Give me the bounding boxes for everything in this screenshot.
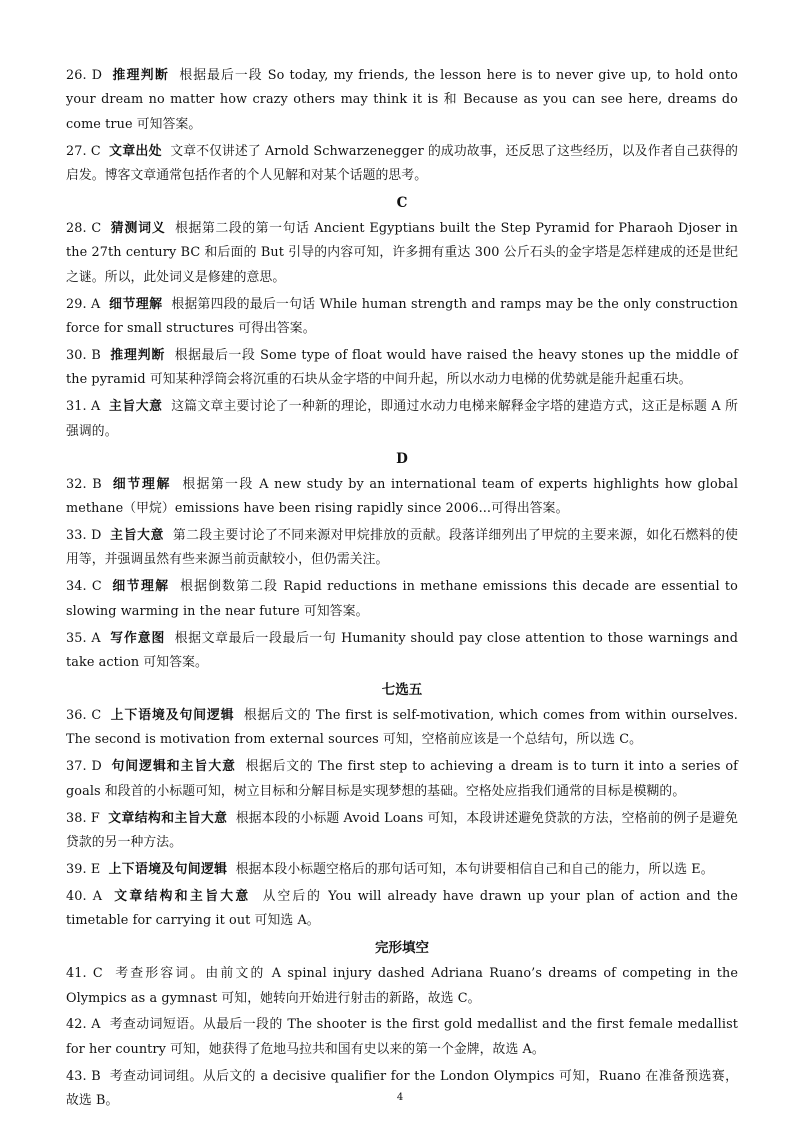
section-cloze (66, 936, 738, 1113)
section-d (66, 447, 738, 676)
answer-item-41 (66, 962, 738, 1011)
answer-number: 30. B (66, 348, 101, 364)
explanation-text: 第二段主要讨论了不同来源对甲烷排放的贡献。段落详细列出了甲烷的主要来源，如化石燃料的使用等，并强调虽然有些来源当前贡献较小，但仍需关注。 (66, 528, 738, 568)
section-b-tail (66, 64, 738, 189)
explanation-text: 文章不仅讲述了 Arnold Schwarzenegger 的成功故事，还反思了这些经历，以及作者自己获得的启发。博客文章通常包括作者的个人见解和对某个话题的思考。 (66, 143, 738, 184)
question-type: 猜测词义 (110, 221, 166, 237)
explanation-text: 考查动词词组。从后文的 a decisive qualifier for the London Olympics 可知，Ruano 在准备预选赛，故选 B。 (66, 1068, 739, 1109)
answer-item-35 (66, 627, 738, 676)
explanation-text: 根据后文的 The first step to achieving a dream is to turn it into a series of goals 和段首的小标题可知，树立目标和分解目标是实现梦想的基础。空格处应指我们通常的目标是模糊的。 (66, 759, 738, 799)
question-type: 细节理解 (112, 579, 170, 595)
question-type: 主旨大意 (109, 399, 163, 415)
question-type: 文章结构和主旨大意 (114, 888, 251, 904)
answer-number: 29. A (66, 296, 101, 312)
question-type: 推理判断 (112, 68, 170, 83)
question-type: 细节理解 (112, 476, 172, 492)
question-type: 上下语境及句间逻辑 (110, 707, 235, 723)
explanation-text: 根据第二段的第一句话 Ancient Egyptians built the Step Pyramid for Pharaoh Djoser in the 27th century BC 和后面的 But 引导的内容可知，许多拥有重达 300 公斤石头的金字塔是怎样建成的还是世纪之谜。所以，此处词义是修建的意思。 (66, 221, 738, 285)
section-seven-choose-five (66, 678, 738, 934)
answer-item-29 (66, 293, 738, 342)
answer-number: 35. A (66, 630, 101, 646)
explanation-text: 根据后文的 The first is self-motivation, which comes from within ourselves. The second is motivation from external sources 可知，空格前应该是一个总结句，所以选 C。 (66, 707, 738, 748)
answer-number: 33. D (66, 528, 102, 543)
answer-item-37 (66, 755, 738, 804)
answer-number: 40. A (66, 888, 103, 904)
answer-number: 43. B (66, 1068, 101, 1084)
answer-item-36 (66, 704, 738, 753)
explanation-text: 根据本段的小标题 Avoid Loans 可知，本段讲述避免贷款的方法，空格前的例子是避免贷款的另一种方法。 (66, 810, 738, 850)
explanation-text: 这篇文章主要讨论了一种新的理论，即通过水动力电梯来解释金字塔的建造方式，这正是标题 A 所强调的。 (66, 399, 738, 439)
explanation-text: 根据第四段的最后一句话 While human strength and ramps may be the only construction force for small structures 可得出答案。 (66, 296, 738, 337)
answer-number: 27. C (66, 143, 101, 159)
explanation-text: 从空后的 You will already have drawn up your plan of action and the timetable for carrying it out 可知选 A。 (66, 888, 738, 929)
question-type: 推理判断 (110, 348, 166, 364)
explanation-text: 考查动词短语。从最后一段的 The shooter is the first gold medallist and the first female medallist for her country 可知，她获得了危地马拉共和国有史以来的第一个金牌，故选 A。 (66, 1017, 738, 1057)
answer-number: 28. C (66, 221, 102, 237)
answer-item-38 (66, 807, 738, 856)
answer-item-27 (66, 140, 738, 189)
question-type: 句间逻辑和主旨大意 (111, 759, 237, 775)
answer-item-31 (66, 395, 738, 444)
answer-number: 37. D (66, 759, 102, 775)
answer-number: 26. D (66, 68, 103, 83)
answer-item-42 (66, 1013, 738, 1062)
answer-explanations (66, 64, 738, 1116)
answer-item-39 (66, 858, 738, 882)
question-type: 写作意图 (110, 630, 166, 646)
question-type: 细节理解 (109, 296, 163, 312)
answer-number: 31. A (66, 399, 101, 415)
explanation-text: 根据本段小标题空格后的那句话可知，本句讲要相信自己和自己的能力，所以选 E。 (235, 861, 714, 877)
answer-item-40 (66, 885, 738, 934)
explanation-text: 根据文章最后一段最后一句 Humanity should pay close attention to those warnings and take action 可知答案。 (66, 630, 738, 671)
explanation-text: 考查形容词。由前文的 A spinal injury dashed Adriana Ruano’s dreams of competing in the Olympics as a gymnast 可知，她转向开始进行射击的新路，故选 C。 (66, 966, 738, 1006)
question-type: 文章出处 (109, 143, 162, 159)
answer-item-26 (66, 64, 738, 137)
section-heading: 七选五 (381, 681, 423, 698)
explanation-text: 根据最后一段 Some type of float would have raised the heavy stones up the middle of the pyramid 可知某种浮筒会将沉重的石块从金字塔的中间升起，所以水动力电梯的优势就是能升起重石块。 (66, 348, 738, 388)
section-heading: D (396, 450, 408, 467)
question-type: 主旨大意 (110, 528, 165, 543)
answer-number: 32. B (66, 476, 102, 492)
answer-number: 38. F (66, 810, 100, 826)
answer-item-28 (66, 217, 738, 290)
section-heading: C (396, 195, 408, 212)
explanation-text: 根据第一段 A new study by an international team of experts highlights how global methane（甲烷）emissions have been rising rapidly since 2006...可得出答案。 (66, 476, 739, 517)
answer-item-30 (66, 344, 738, 393)
question-type: 文章结构和主旨大意 (108, 810, 228, 826)
answer-number: 36. C (66, 707, 102, 723)
explanation-text: 根据最后一段 So today, my friends, the lesson here is to never give up, to hold onto your dream no matter how crazy others may think it is 和 Because as you can see here, dreams do come true 可知答案。 (66, 68, 738, 132)
question-type: 上下语境及句间逻辑 (108, 861, 228, 877)
answer-item-43 (66, 1065, 738, 1114)
answer-item-32 (66, 473, 738, 522)
answer-item-33 (66, 524, 738, 573)
section-c (66, 191, 738, 444)
answer-number: 39. E (66, 861, 101, 877)
page-number: 4 (396, 1092, 404, 1103)
answer-number: 42. A (66, 1017, 101, 1033)
answer-number: 41. C (66, 966, 103, 982)
answer-number: 34. C (66, 579, 102, 595)
explanation-text: 根据倒数第二段 Rapid reductions in methane emissions this decade are essential to slowing warming in the near future 可知答案。 (66, 579, 738, 619)
answer-item-34 (66, 575, 738, 624)
section-heading: 完形填空 (375, 940, 429, 957)
